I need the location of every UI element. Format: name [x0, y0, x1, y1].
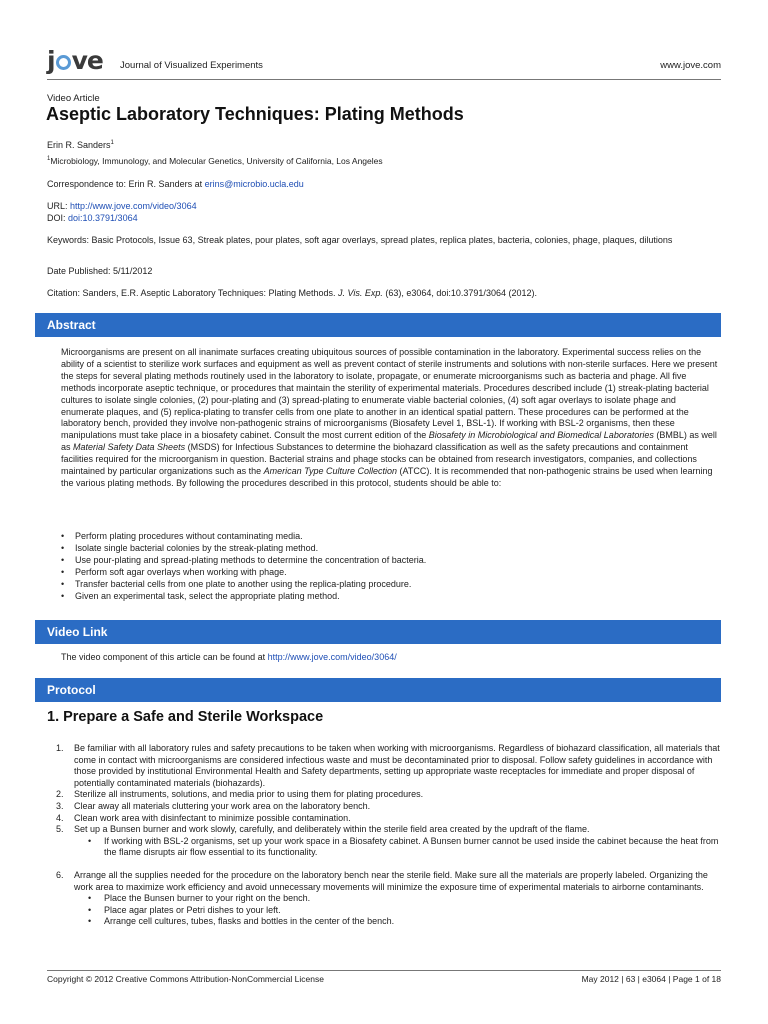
citation-details: (63), e3064, doi:10.3791/3064 (2012).	[382, 288, 537, 298]
list-item	[47, 789, 721, 801]
list-item	[47, 824, 721, 870]
abstract-part-2: (BMBL) as well as	[61, 430, 717, 453]
logo-o-ring-icon	[56, 55, 71, 70]
list-item	[47, 743, 721, 789]
list-item: • Use pour-plating and spread-plating methods to determine the concentration of bacteria.	[61, 554, 719, 566]
protocol-steps	[47, 743, 721, 928]
correspondence-label: Correspondence to: Erin R. Sanders at	[47, 179, 205, 189]
doi-link[interactable]: doi:10.3791/3064	[68, 213, 138, 223]
url-label: URL:	[47, 201, 71, 211]
article-url-link[interactable]: http://www.jove.com/video/3064	[70, 201, 197, 211]
learning-objectives-list	[61, 530, 719, 603]
spacer	[74, 859, 721, 870]
affiliation-line	[47, 153, 721, 167]
list-item: • Perform soft agar overlays when working with phage.	[61, 566, 719, 578]
list-item	[47, 813, 721, 825]
step-text: Be familiar with all laboratory rules and safety precautions to be taken when working with microorganisms. Regardless of biohazard classification, all materials that come in contact with microorganisms are considered infectious waste and must be decontaminated prior to disposal. Follow safety guidelines in accordance with those provided by institutional Environmental Health and Safety departments, setting up appropriate waste receptacles for immediate and proper disposal of potentially contaminated materials (biohazards).	[74, 743, 720, 788]
abstract-part-3: (MSDS) for Infectious Substances to determine the biohazard classification as well as the safety precautions and containment facilities required for the microorganism in question. Bacterial strains and phage stocks can be obtained from research investigators, companies, and collections maintained by particular organizations such as the	[61, 442, 697, 477]
video-link-line	[61, 651, 719, 663]
video-link-heading: Video Link	[35, 620, 721, 644]
abstract-part-4: (ATCC). It is recommended that non-pathogenic strains be used when learning the various plating methods. By following the procedures described in this protocol, students should be able to:	[61, 466, 713, 488]
step-text: Arrange all the supplies needed for the procedure on the laboratory bench near the sterile field. Make sure all the materials are properly labeled. Organizing the work area to maximize work efficiency and avoid unnecessary movements will minimize the exposure time of experimental materials to airborne contaminants.	[74, 869, 708, 892]
affiliation-superscript: 1	[47, 156, 51, 162]
step-6-sublist	[74, 893, 721, 928]
video-link-text: The video component of this article can be found at	[61, 652, 268, 662]
step-5-sublist	[74, 836, 721, 859]
url-line	[47, 200, 721, 212]
logo-letter-j: j	[47, 46, 55, 75]
step-text: Clear away all materials cluttering your work area on the laboratory bench.	[74, 800, 371, 811]
correspondence-email-link[interactable]: erins@microbio.ucla.edu	[204, 179, 304, 189]
copyright-notice: Copyright © 2012 Creative Commons Attribution-NonCommercial License	[47, 974, 324, 984]
footer-divider	[47, 970, 721, 971]
header-divider	[47, 79, 721, 80]
list-item: • Given an experimental task, select the appropriate plating method.	[61, 590, 719, 602]
list-item: • Perform plating procedures without contaminating media.	[61, 530, 719, 542]
step-number: 4.	[56, 812, 64, 823]
citation	[47, 287, 721, 299]
doi-line	[47, 212, 721, 224]
correspondence-line	[47, 178, 721, 190]
step-text: Sterilize all instruments, solutions, and media prior to using them for plating procedures.	[74, 789, 424, 800]
abstract-part-1: Microorganisms are present on all inanimate surfaces creating ubiquitous sources of possible contamination in the laboratory. Experimental success relies on the ability of a scientist to sterilize work surfaces and equipment as well as prevent contact of sterile instruments and solutions with non-sterile surfaces. Here we present the steps for several plating methods routinely used in the laboratory to isolate, propagate, or enumerate microorganisms such as bacteria and phage. All five methods incorporate aseptic technique, or procedures that maintain the sterility of experimental materials. Procedures described include (1) streak-plating bacterial cultures to isolate single colonies, (2) pour-plating and (3) spread-plating to enumerate viable bacterial colonies, (4) soft agar overlays to isolate phage and enumerate plaques, and (5) replica-plating to transfer cells from one plate to another in an identical spatial pattern. These procedures can be performed at the laboratory bench, provided they involve non-pathogenic strains of microorganisms (Biosafety Level 1, BSL-1). If working with BSL-2 organisms, then these manipulations must take place in a biosafety cabinet. Consult the most current edition of the	[61, 347, 718, 441]
step-number: 6.	[56, 869, 64, 880]
article-type: Video Article	[47, 93, 100, 104]
step-number: 5.	[56, 824, 64, 835]
author-line	[47, 137, 721, 151]
step-number: 2.	[56, 789, 64, 800]
list-item: • Place agar plates or Petri dishes to your left.	[74, 905, 721, 917]
keywords: Keywords: Basic Protocols, Issue 63, Streak plates, pour plates, soft agar overlays, spread plates, replica plates, bacteria, colonies, phage, plaques, dilutions	[47, 235, 673, 245]
logo-letters-ve: ve	[71, 46, 103, 75]
author-superscript: 1	[110, 140, 114, 146]
affiliation: Microbiology, Immunology, and Molecular Genetics, University of California, Los Angeles	[50, 155, 383, 166]
list-item: • Place the Bunsen burner to your right on the bench.	[74, 893, 721, 905]
step-text: Clean work area with disinfectant to minimize possible contamination.	[74, 812, 351, 823]
author-name: Erin R. Sanders	[47, 140, 111, 150]
article-title: Aseptic Laboratory Techniques: Plating Methods	[46, 104, 464, 124]
video-url-link[interactable]: http://www.jove.com/video/3064/	[267, 652, 397, 662]
list-item: • Transfer bacterial cells from one plate to another using the replica-plating procedure.	[61, 578, 719, 590]
list-item: • Isolate single bacterial colonies by the streak-plating method.	[61, 542, 719, 554]
site-url[interactable]: www.jove.com	[660, 60, 721, 71]
list-item: • If working with BSL-2 organisms, set up your work space in a Biosafety cabinet. A Bunsen burner cannot be used inside the cabinet because the heat from the flame disrupts air flow essential to its functionality.	[74, 836, 721, 859]
journal-name: Journal of Visualized Experiments	[120, 60, 263, 71]
page-info: May 2012 | 63 | e3064 | Page 1 of 18	[581, 974, 721, 984]
abstract-heading: Abstract	[35, 313, 721, 337]
protocol-heading: Protocol	[35, 678, 721, 702]
section-title: 1. Prepare a Safe and Sterile Workspace	[47, 709, 324, 725]
step-text: Set up a Bunsen burner and work slowly, carefully, and deliberately within the sterile field area created by the updraft of the flame.	[74, 824, 590, 835]
step-number: 3.	[56, 800, 64, 811]
page-header	[47, 47, 721, 77]
msds-title: Material Safety Data Sheets	[73, 442, 186, 453]
doi-label: DOI:	[47, 213, 69, 223]
date-published: Date Published: 5/11/2012	[47, 266, 153, 276]
step-number: 1.	[56, 743, 64, 753]
citation-text: Citation: Sanders, E.R. Aseptic Laboratory Techniques: Plating Methods.	[47, 288, 338, 298]
atcc-title: American Type Culture Collection	[263, 466, 398, 477]
jove-logo[interactable]	[47, 47, 103, 75]
list-item	[47, 801, 721, 813]
citation-journal: J. Vis. Exp.	[338, 288, 383, 298]
bmbl-title: Biosafety in Microbiological and Biomedical Laboratories	[428, 430, 654, 441]
list-item: • Arrange cell cultures, tubes, flasks and bottles in the center of the bench.	[74, 916, 721, 928]
list-item	[47, 870, 721, 928]
abstract-text	[61, 347, 719, 490]
